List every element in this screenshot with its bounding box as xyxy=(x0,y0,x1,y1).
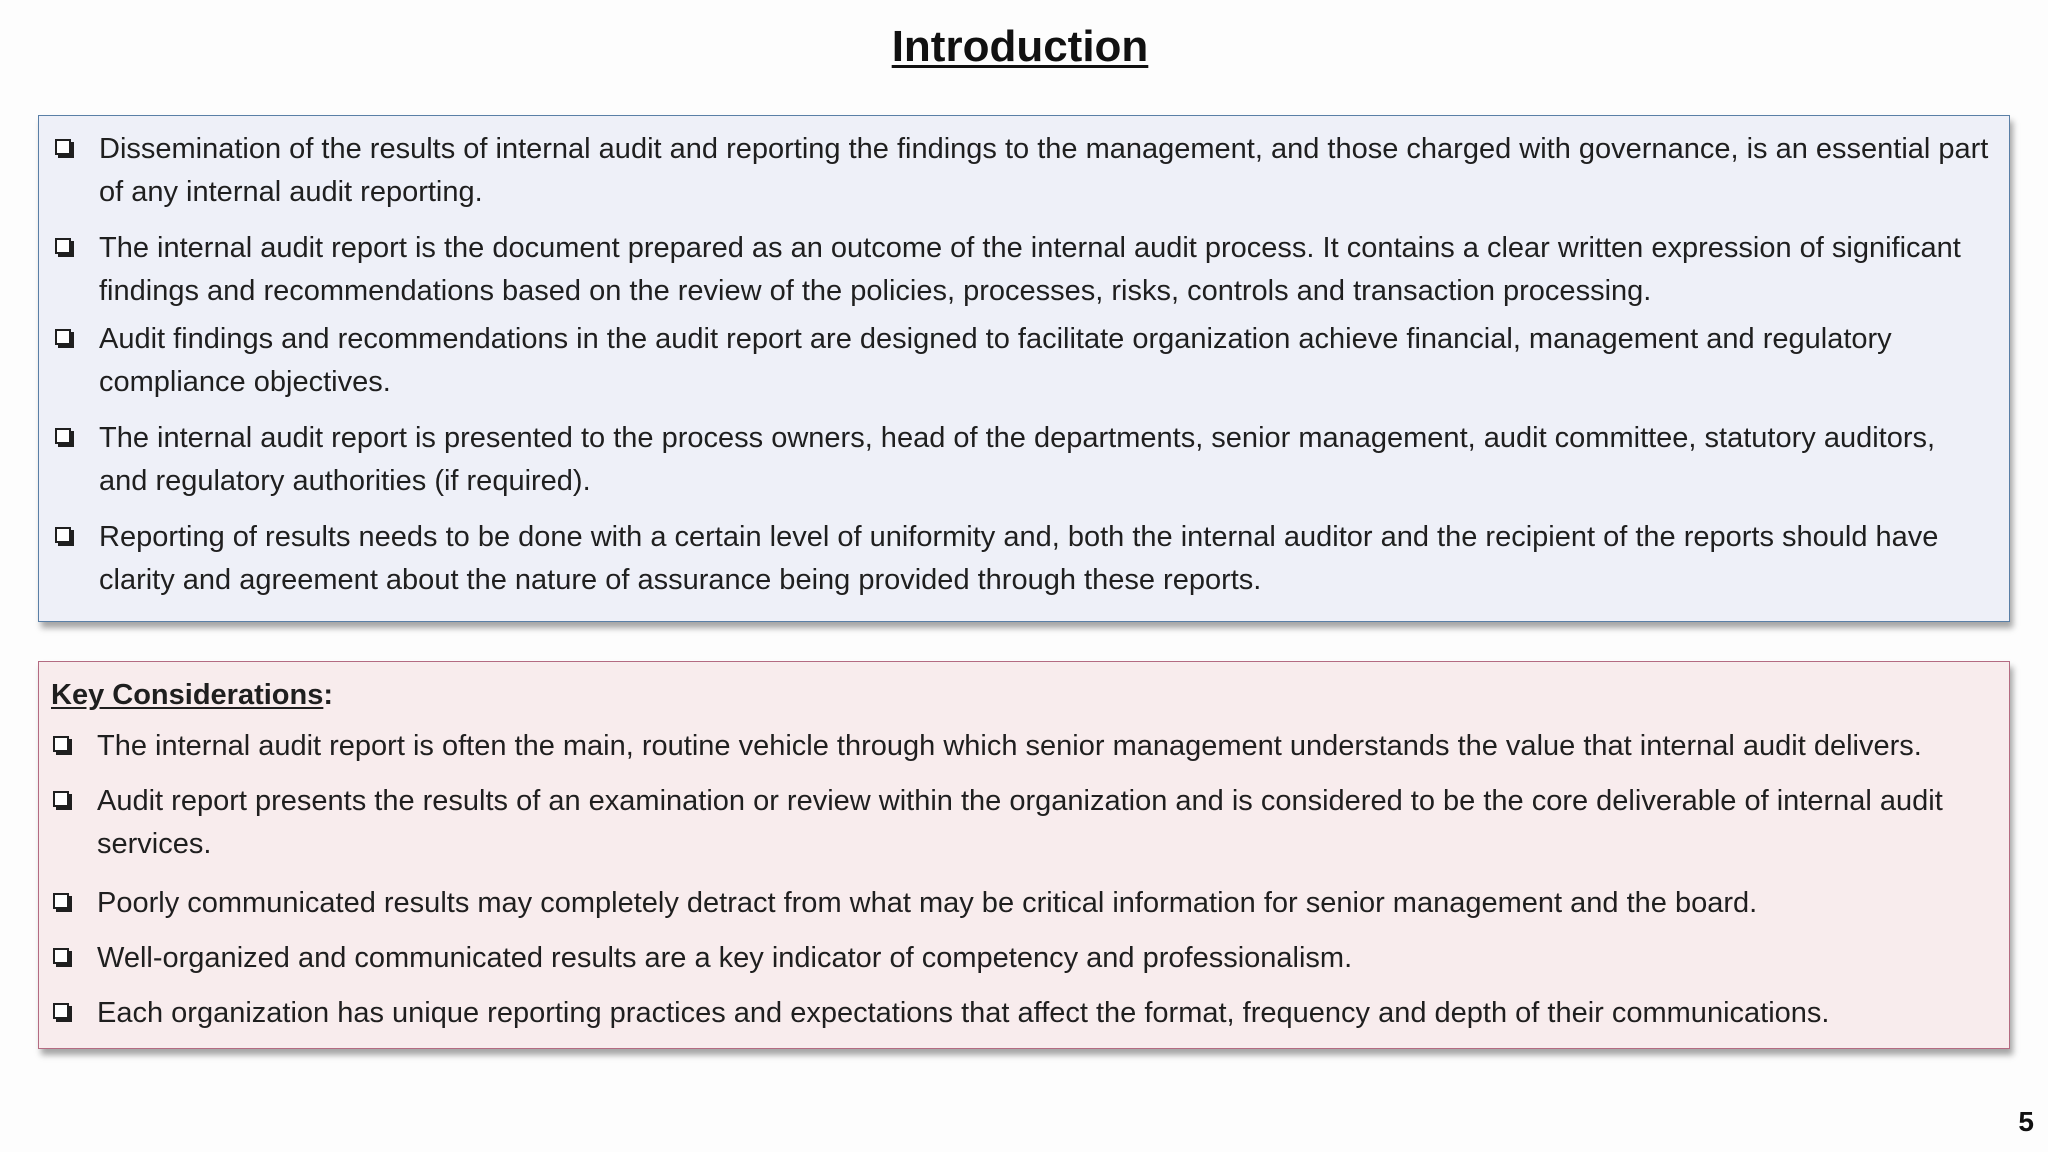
key-considerations-heading-text: Key Considerations xyxy=(51,679,324,711)
introduction-box xyxy=(38,115,2010,622)
checkbox-bullet-icon xyxy=(53,791,69,807)
checkbox-bullet-icon xyxy=(53,893,69,909)
key-considerations-list xyxy=(51,725,1989,1035)
list-item xyxy=(53,128,1989,214)
checkbox-bullet-icon xyxy=(53,736,69,752)
list-item-text: Reporting of results needs to be done with a certain level of uniformity and, both the internal auditor and the recipient of the reports should have clarity and agreement about the nature of assurance being provided through these reports. xyxy=(99,521,1939,596)
list-item xyxy=(51,725,1989,768)
list-item xyxy=(51,937,1989,980)
list-item xyxy=(53,516,1989,602)
checkbox-bullet-icon xyxy=(53,948,69,964)
list-item xyxy=(53,227,1989,313)
page-title: Introduction xyxy=(891,22,1149,71)
list-item-text: Audit findings and recommendations in the audit report are designed to facilitate organization achieve financial, management and regulatory compliance objectives. xyxy=(99,323,1892,398)
list-item xyxy=(51,882,1989,925)
heading-colon: : xyxy=(323,679,334,711)
checkbox-bullet-icon xyxy=(55,329,71,345)
list-item-text: Dissemination of the results of internal audit and reporting the findings to the management, and those charged with governance, is an essential part of any internal audit reporting. xyxy=(99,133,1989,208)
checkbox-bullet-icon xyxy=(53,1003,69,1019)
list-item-text: The internal audit report is the document prepared as an outcome of the internal audit process. It contains a clear written expression of significant findings and recommendations based on the review of the policies, processes, risks, controls and transaction processing. xyxy=(99,232,1961,307)
key-considerations-heading xyxy=(51,676,1989,715)
checkbox-bullet-icon xyxy=(55,428,71,444)
list-item xyxy=(53,417,1989,503)
list-item-text: The internal audit report is presented to the process owners, head of the departments, senior management, audit committee, statutory auditors, and regulatory authorities (if required). xyxy=(99,422,1936,497)
list-item-text: Each organization has unique reporting practices and expectations that affect the format, frequency and depth of their communications. xyxy=(97,997,1830,1030)
list-item-text: The internal audit report is often the main, routine vehicle through which senior management understands the value that internal audit delivers. xyxy=(97,730,1922,763)
list-item xyxy=(53,318,1989,404)
key-considerations-box xyxy=(38,661,2010,1049)
list-item-text: Audit report presents the results of an examination or review within the organization and is considered to be the core deliverable of internal audit services. xyxy=(97,785,1943,861)
list-item-text: Poorly communicated results may completely detract from what may be critical information for senior management and the board. xyxy=(97,887,1758,920)
checkbox-bullet-icon xyxy=(55,139,71,155)
checkbox-bullet-icon xyxy=(55,527,71,543)
page-number: 5 xyxy=(2018,1106,2034,1137)
introduction-list xyxy=(53,128,1989,602)
list-item xyxy=(51,992,1989,1035)
checkbox-bullet-icon xyxy=(55,238,71,254)
list-item xyxy=(51,780,1989,866)
list-item-text: Well-organized and communicated results are a key indicator of competency and professionalism. xyxy=(97,942,1353,975)
